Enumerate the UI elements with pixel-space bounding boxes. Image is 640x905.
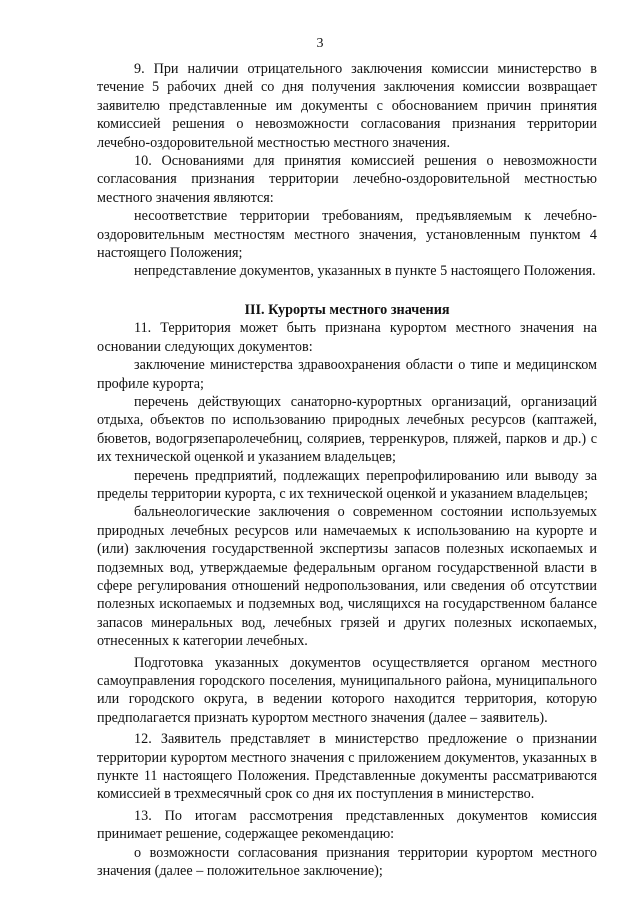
- page-number: 3: [316, 36, 324, 51]
- paragraph-10-item-1: несоответствие территории требованиям, предъявляемым к лечебно-оздоровительным местностям местного значения, установленным пунктом 4 настоящего Положения;: [97, 208, 597, 262]
- paragraph-11-item-1: заключение министерства здравоохранения области о типе и медицинском профиле курорта;: [97, 357, 597, 392]
- document-body: [97, 60, 597, 880]
- paragraph-11: 11. Территория может быть признана курортом местного значения на основании следующих документов:: [97, 320, 597, 355]
- paragraph-11-item-3: перечень предприятий, подлежащих перепрофилированию или выводу за пределы территории курорта, с их технической оценкой и указанием владельцев;: [97, 467, 597, 502]
- paragraph-11-item-2: перечень действующих санаторно-курортных организаций, организаций отдыха, объектов по использованию природных лечебных ресурсов (каптажей, бюветов, водогрязепаролечебниц, соляриев, терренкуров, пляжей, парков и др.) с их технической оценкой и указанием владельцев;: [97, 393, 597, 466]
- paragraph-13-item-1: о возможности согласования признания территории курортом местного значения (далее – положительное заключение);: [97, 844, 597, 880]
- paragraph-11-preparation: Подготовка указанных документов осуществляется органом местного самоуправления городского поселения, муниципального района, муниципального или городского округа, в ведении которого находится территория, которую предполагается признать курортом местного значения (далее – заявитель).: [97, 654, 597, 726]
- paragraph-9: 9. При наличии отрицательного заключения комиссии министерство в течение 5 рабочих дней со дня получения заключения комиссии возвращает заявителю представленные им документы с обоснованием причин принятия комиссией решения о невозможности согласования признания территории лечебно-оздоровительной местностью местного значения.: [97, 61, 597, 151]
- paragraph-10: 10. Основаниями для принятия комиссией решения о невозможности согласования признания территории лечебно-оздоровительной местностью местного значения являются:: [97, 153, 597, 206]
- paragraph-12: 12. Заявитель представляет в министерство предложение о признании территории курортом местного значения с приложением документов, указанных в пункте 11 настоящего Положения. Представленные документы рассматриваются комиссией в трехмесячный срок со дня их поступления в министерство.: [97, 731, 597, 803]
- paragraph-10-item-2: непредставление документов, указанных в пункте 5 настоящего Положения.: [134, 263, 596, 280]
- paragraph-13: 13. По итогам рассмотрения представленных документов комиссия принимает решение, содержащее рекомендацию:: [97, 807, 597, 843]
- paragraph-11-item-4: бальнеологические заключения о современном состоянии используемых природных лечебных ресурсов или намечаемых к использованию на курорте и (или) заключения государственной экспертизы запасов полезных ископаемых и подземных вод, утверждаемые федеральным органом государственной власти в сфере регулирования отношений недропользования, или сведения об отсутствии полезных ископаемых и подземных вод, числящихся на государственном балансе запасов минеральных вод, лечебных грязей и других полезных ископаемых, отнесенных к категории лечебных.: [97, 504, 597, 650]
- section-heading: III. Курорты местного значения: [244, 301, 450, 318]
